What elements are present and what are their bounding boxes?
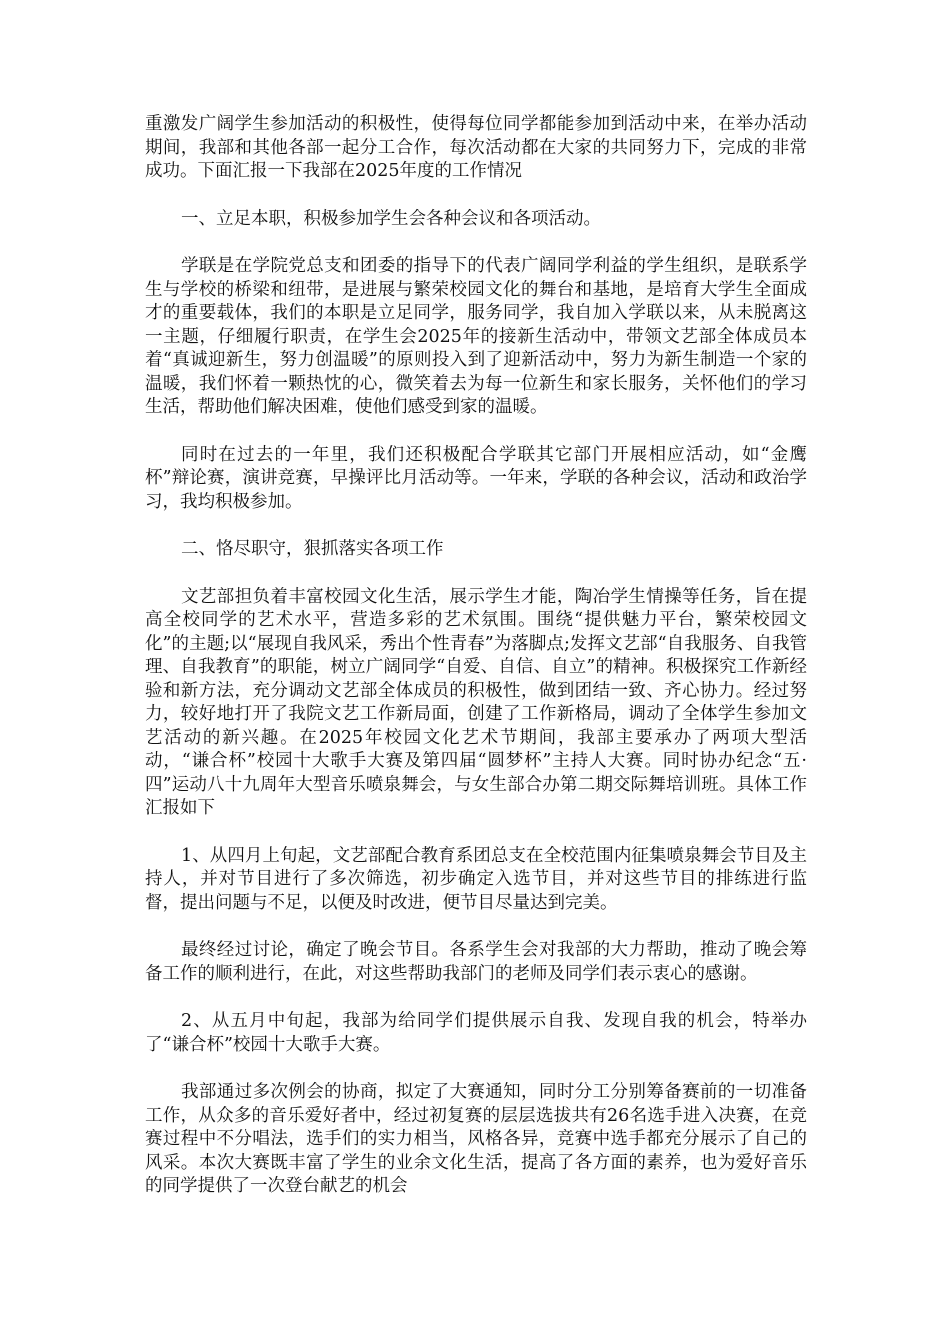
paragraph-contest: 我部通过多次例会的协商，拟定了大赛通知，同时分工分别筹备赛前的一切准备工作，从众多的音乐爱好者中，经过初复赛的层层选拔共有26名选手进入决赛，在竞赛过程中不分唱法，选手们的实力相当，风格各异，竞赛中选手都充分展示了自己的风采。本次大赛既丰富了学生的业余文化生活，提高了各方面的素养，也为爱好音乐的同学提供了一次登台献艺的机会 — [145, 1082, 807, 1196]
paragraph-student-union: 学联是在学院党总支和团委的指导下的代表广阔同学利益的学生组织，是联系学生与学校的桥梁和纽带，是进展与繁荣校园文化的舞台和基地，是培育大学生全面成才的重要载体，我们的本职是立足同学，服务同学，我自加入学联以来，从未脱离这一主题，仔细履行职责，在学生会2025年的接新生活动中，带领文艺部全体成员本着“真诚迎新生，努力创温暖”的原则投入到了迎新活动中，努力为新生制造一个家的温暖，我们怀着一颗热忱的心，微笑着去为每一位新生和家长服务，关怀他们的学习生活，帮助他们解决困难，使他们感受到家的温暖。 — [145, 256, 807, 417]
paragraph-other-activities: 同时在过去的一年里，我们还积极配合学联其它部门开展相应活动，如“金鹰杯”辩论赛，演讲竞赛，早操评比月活动等。一年来，学联的各种会议，活动和政治学习，我均积极参加。 — [145, 444, 807, 512]
paragraph-arts-department: 文艺部担负着丰富校园文化生活，展示学生才能，陶冶学生情操等任务，旨在提高全校同学的艺术水平，营造多彩的艺术氛围。围绕“提供魅力平台，繁荣校园文化”的主题;以“展现自我风采，秀出个性青春”为落脚点;发挥文艺部“自我服务、自我管理、自我教育”的职能，树立广阔同学“自爱、自信、自立”的精神。积极探究工作新经验和新方法，充分调动文艺部全体成员的积极性，做到团结一致、齐心协力。经过努力，较好地打开了我院文艺工作新局面，创建了工作新格局，调动了全体学生参加文艺活动的新兴趣。在2025年校园文化艺术节期间，我部主要承办了两项大型活动，“谦合杯”校园十大歌手大赛及第四届“圆梦杯”主持人大赛。同时协办纪念“五·四”运动八十九周年大型音乐喷泉舞会，与女生部合办第二期交际舞培训班。具体工作汇报如下 — [145, 586, 807, 818]
section-heading-2: 二、恪尽职守，狠抓落实各项工作 — [181, 539, 444, 559]
paragraph-intro: 重激发广阔学生参加活动的积极性，使得每位同学都能参加到活动中来，在举办活动期间，我部和其他各部一起分工合作，每次活动都在大家的共同努力下，完成的非常成功。下面汇报一下我部在2025年度的工作情况 — [145, 114, 807, 181]
paragraph-thanks: 最终经过讨论，确定了晚会节目。各系学生会对我部的大力帮助，推动了晚会筹备工作的顺利进行，在此，对这些帮助我部门的老师及同学们表示衷心的感谢。 — [145, 940, 807, 984]
document-page — [145, 113, 807, 1223]
paragraph-item-2: 2、从五月中旬起，我部为给同学们提供展示自我、发现自我的机会，特举办了“谦合杯”校园十大歌手大赛。 — [145, 1011, 807, 1055]
section-heading-1: 一、立足本职，积极参加学生会各种会议和各项活动。 — [181, 208, 601, 229]
paragraph-item-1: 1、从四月上旬起，文艺部配合教育系团总支在全校范围内征集喷泉舞会节目及主持人，并对节目进行了多次筛选，初步确定入选节目，并对这些节目的排练进行监督，提出问题与不足，以便及时改进，便节目尽量达到完美。 — [145, 845, 807, 913]
